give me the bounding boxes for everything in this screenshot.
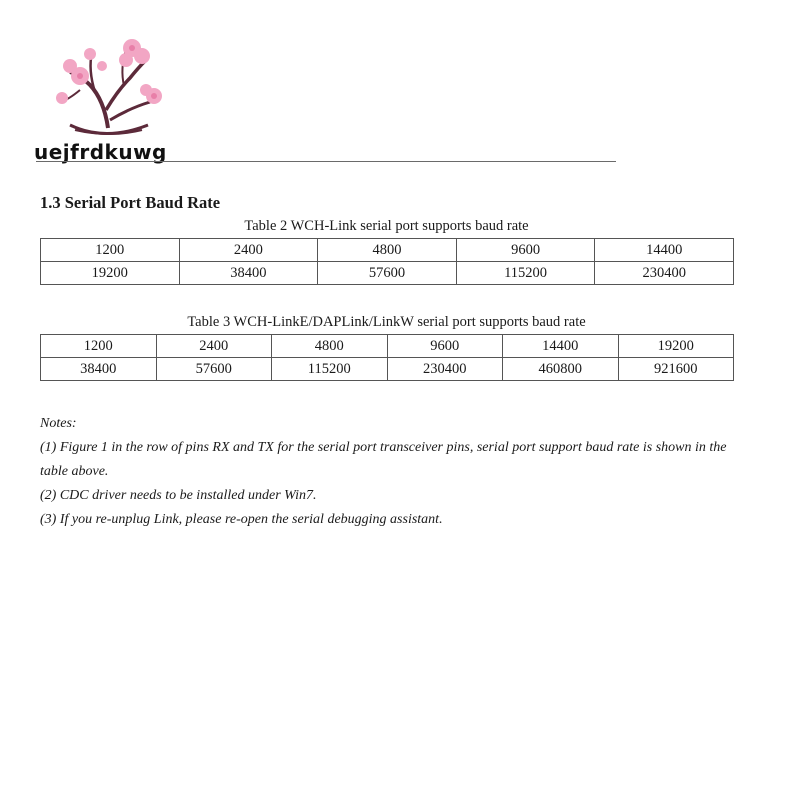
header-divider <box>36 161 616 162</box>
table-cell: 1200 <box>41 335 157 358</box>
table-cell: 14400 <box>503 335 619 358</box>
section-heading: 1.3 Serial Port Baud Rate <box>40 193 221 212</box>
table-row <box>41 335 734 358</box>
table-cell: 19200 <box>618 335 734 358</box>
table-cell: 115200 <box>456 262 595 285</box>
cherry-blossom-logo <box>50 30 170 140</box>
table-cell: 4800 <box>272 335 388 358</box>
table-row <box>41 262 734 285</box>
table2-caption: Table 2 WCH-Link serial port supports baud rate <box>244 218 529 234</box>
table-cell: 9600 <box>387 335 503 358</box>
table-cell: 9600 <box>456 239 595 262</box>
notes-title: Notes: <box>40 416 77 431</box>
table-cell: 2400 <box>156 335 272 358</box>
table-cell: 57600 <box>318 262 457 285</box>
table-cell: 460800 <box>503 358 619 381</box>
table-cell: 2400 <box>179 239 318 262</box>
brand-watermark: uejfrdkuwg <box>34 140 167 164</box>
baud-rate-table-3 <box>40 334 734 381</box>
note-item: (1) Figure 1 in the row of pins RX and TX for the serial port transceiver pins, serial port support baud rate is shown in the table above. <box>40 440 727 479</box>
table-cell: 921600 <box>618 358 734 381</box>
note-item: (2) CDC driver needs to be installed under Win7. <box>40 488 317 503</box>
table-cell: 230400 <box>387 358 503 381</box>
table-cell: 115200 <box>272 358 388 381</box>
notes-section <box>40 412 750 532</box>
table-cell: 1200 <box>41 239 180 262</box>
table3-caption: Table 3 WCH-LinkE/DAPLink/LinkW serial port supports baud rate <box>187 314 586 330</box>
table-row <box>41 358 734 381</box>
table-cell: 14400 <box>595 239 734 262</box>
table-cell: 57600 <box>156 358 272 381</box>
table-cell: 38400 <box>179 262 318 285</box>
table-cell: 19200 <box>41 262 180 285</box>
note-item: (3) If you re-unplug Link, please re-open the serial debugging assistant. <box>40 512 443 527</box>
table-cell: 38400 <box>41 358 157 381</box>
table-row <box>41 239 734 262</box>
table-cell: 4800 <box>318 239 457 262</box>
baud-rate-table-2 <box>40 238 734 285</box>
table-cell: 230400 <box>595 262 734 285</box>
